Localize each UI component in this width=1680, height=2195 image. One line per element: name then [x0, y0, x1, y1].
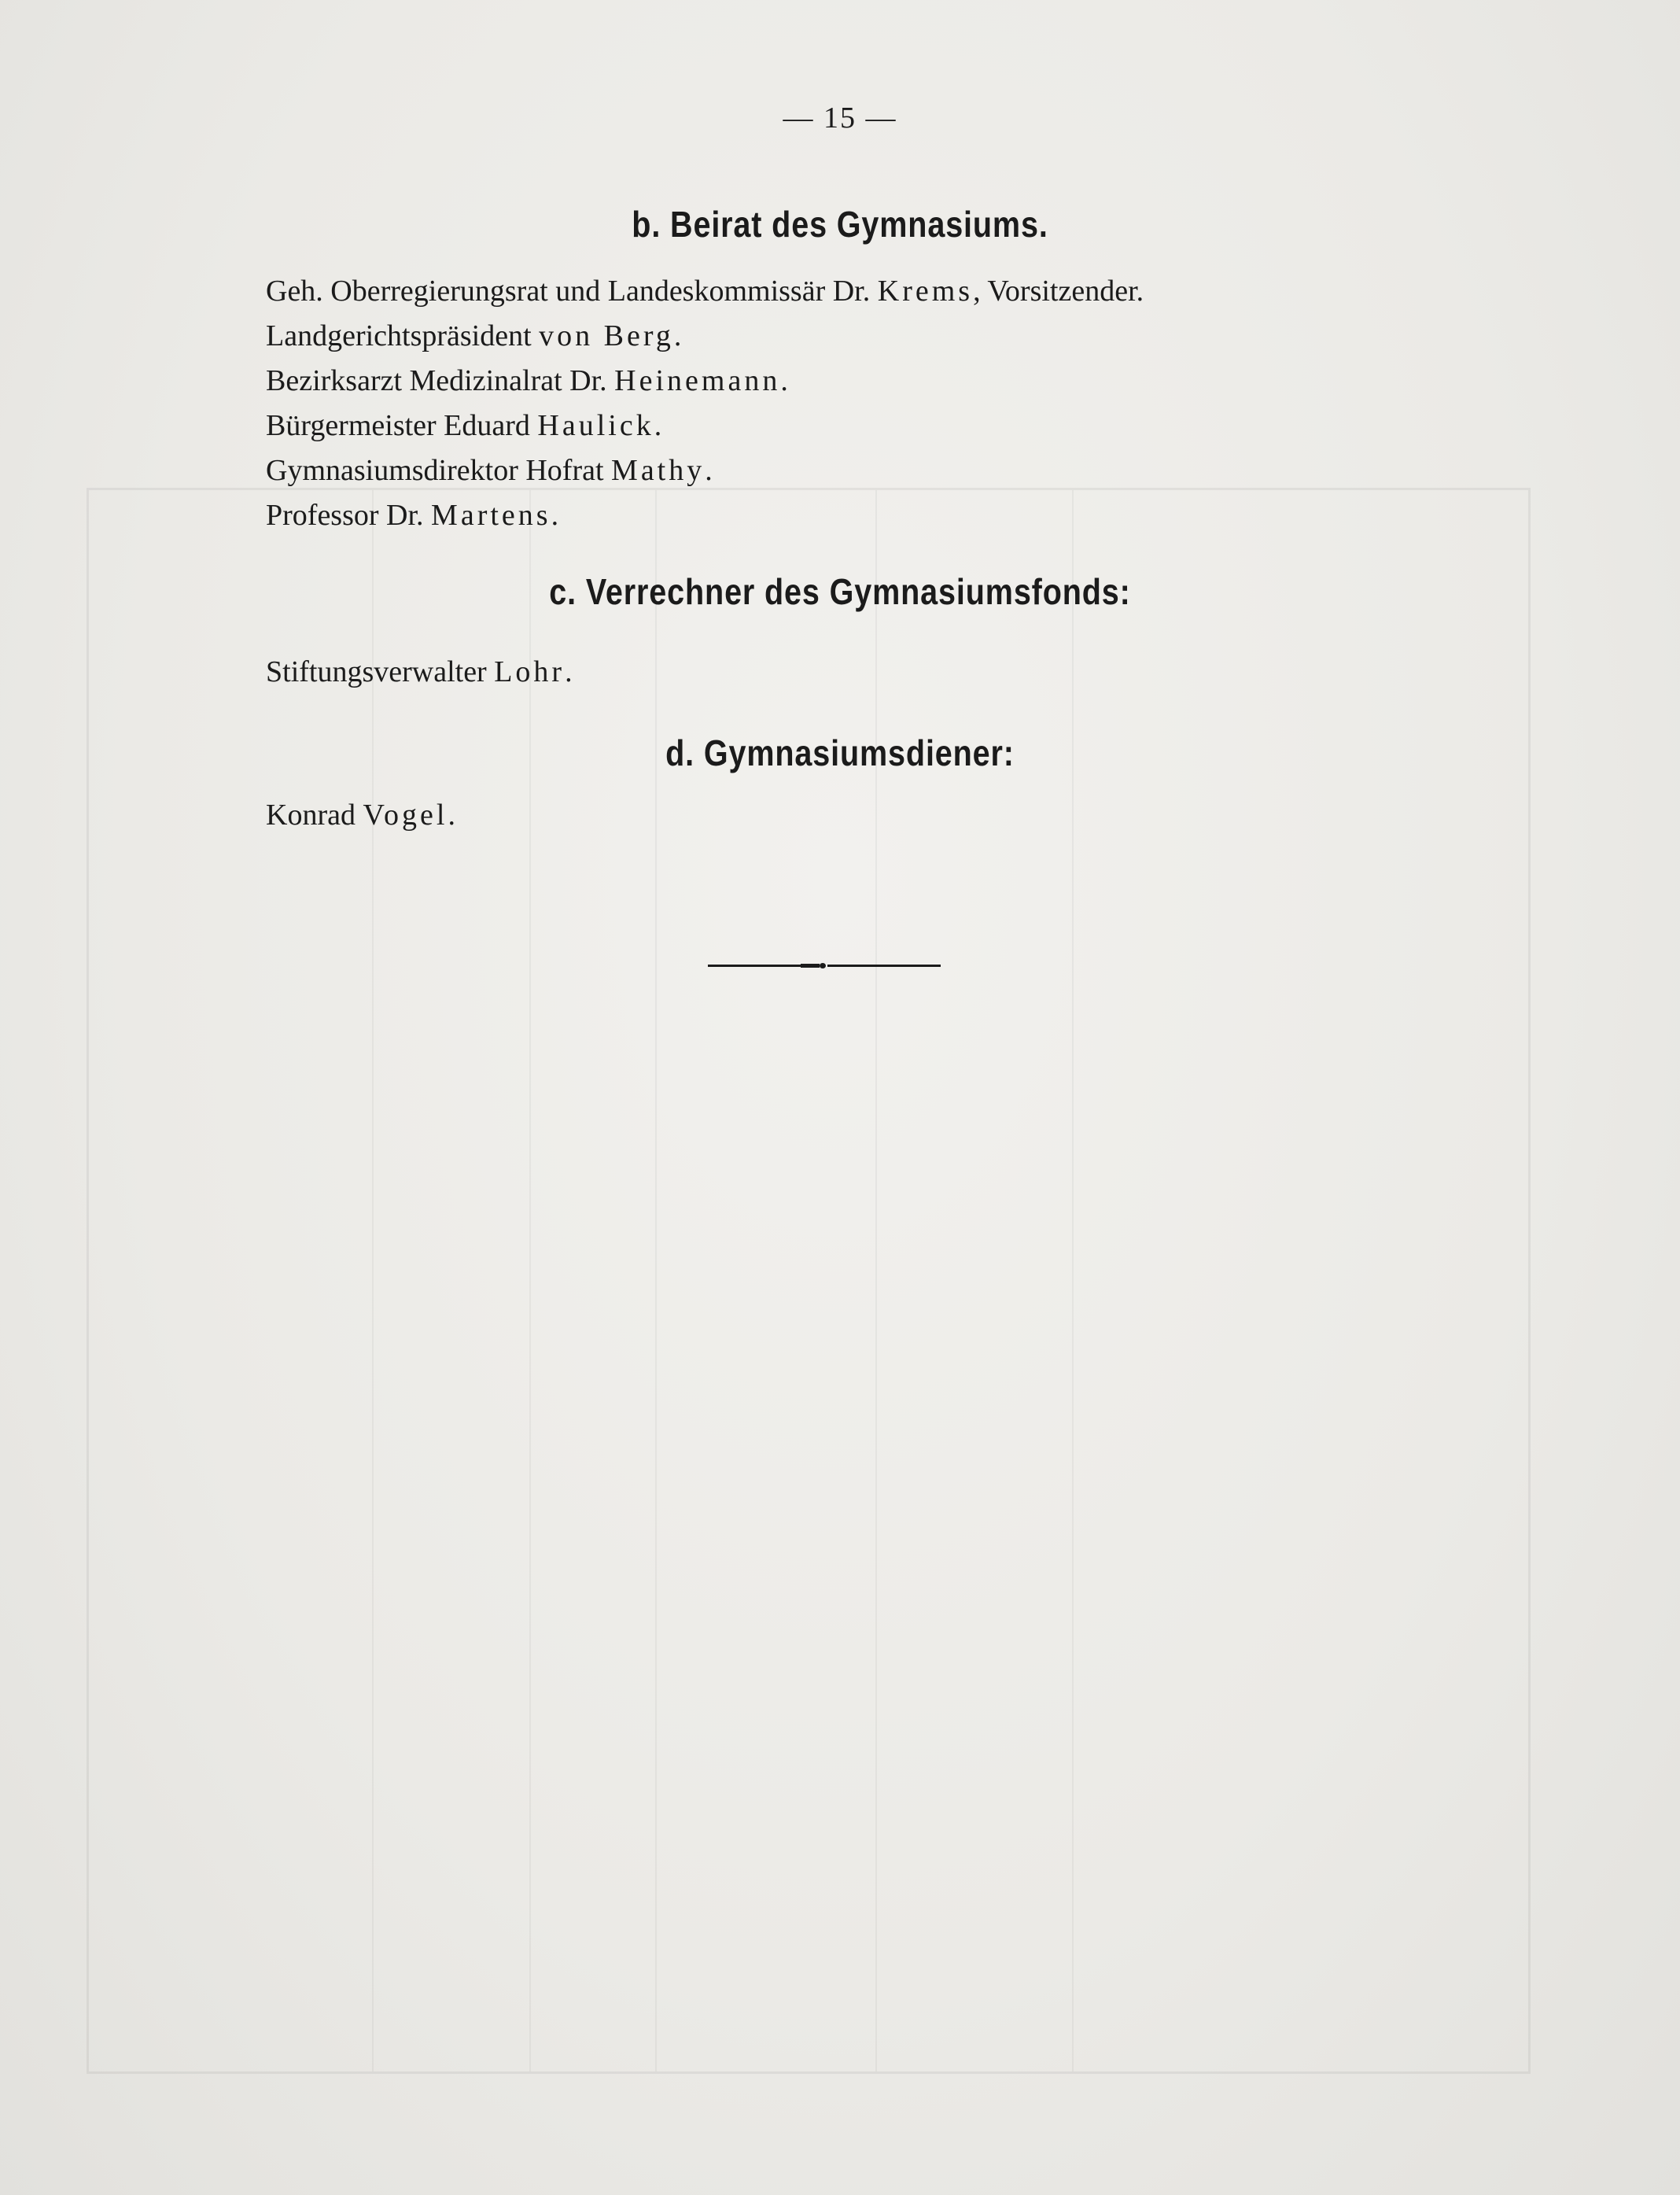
member-line: Bezirksarzt Medizinalrat Dr. Heinemann.: [266, 364, 788, 397]
beirat-members: [266, 269, 1144, 538]
heading-diener: d. Gymnasiumsdiener:: [665, 732, 1015, 773]
member-line: Professor Dr. Martens.: [266, 499, 559, 532]
verrechner-list: [266, 650, 573, 695]
page-number: — 15 —: [783, 101, 897, 135]
ornamental-rule: [708, 964, 941, 967]
member-line: Konrad Vogel.: [266, 799, 455, 832]
member-line: Gymnasiumsdirektor Hofrat Mathy.: [266, 454, 713, 487]
heading-beirat: b. Beirat des Gymnasiums.: [632, 204, 1048, 245]
member-line: Stiftungsverwalter Lohr.: [266, 655, 573, 688]
member-line: Geh. Oberregierungsrat und Landeskommissär Dr. Krems, Vorsitzender.: [266, 275, 1144, 308]
heading-verrechner: c. Verrechner des Gymnasiumsfonds:: [549, 571, 1131, 612]
diener-list: [266, 793, 455, 838]
member-line: Bürgermeister Eduard Haulick.: [266, 409, 662, 442]
member-line: Landgerichtspräsident von Berg.: [266, 319, 682, 352]
bleed-through-table: [87, 488, 1531, 2074]
